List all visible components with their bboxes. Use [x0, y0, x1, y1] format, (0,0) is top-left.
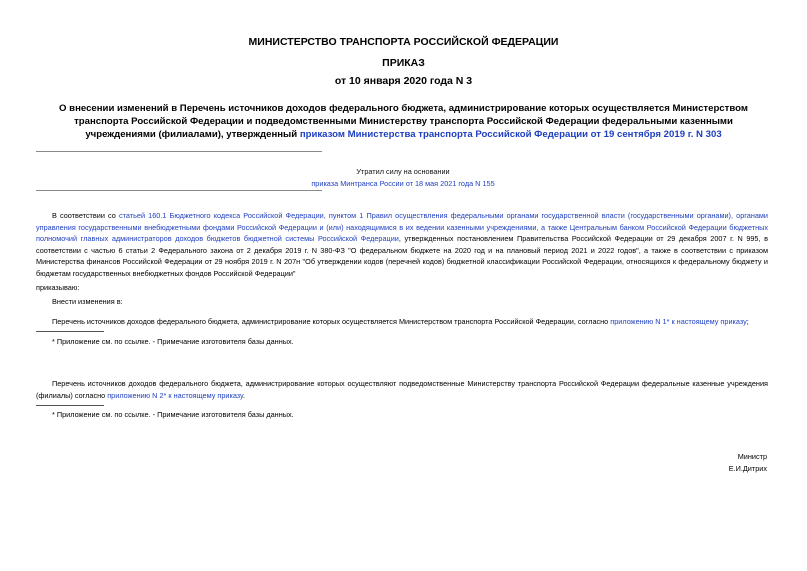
- document-title: [52, 102, 755, 141]
- footnote-2: * Приложение см. по ссылке. - Примечание изготовителя базы данных.: [52, 410, 294, 419]
- budget-code-link[interactable]: статьей 160.1 Бюджетного кодекса Российской Федерации, пунктом 1 Правил осуществления федеральными органами государственной власти (государственными органами), органами управления государственными внебюджетными фондами Российской Федерации и (или) находящимися в их ведении казенными учреждениями, а также Центральным банком Российской Федерации бюджетных полномочий главных администраторов доходов бюджетов бюджетной системы Российской Федерации: [36, 211, 768, 244]
- preamble-paragraph: [36, 210, 768, 280]
- document-date-number: от 10 января 2020 года N 3: [334, 75, 473, 87]
- footnote-divider-2: [36, 405, 104, 406]
- preamble-rest: , утвержденных постановлением Правительства Российской Федерации от 29 декабря 2007 г. N 995, в соответствии с частью 6 статьи 2 Федерального закона от 2 декабря 2019 г. N 380-ФЗ "О федеральном бюджете на 2020 год и на плановый период 2021 и 2022 годов", а также в соответствии с приказом Министерства финансов Российской Федерации от 29 ноября 2019 г. N 207н "Об утверждении кодов (перечней кодов) бюджетной классификации Российской Федерации, относящихся к федеральному бюджету и бюджетам государственных внебюджетных фондов Российской Федерации": [36, 234, 768, 278]
- repeal-notice: [300, 166, 506, 190]
- footnote-divider-1: [36, 331, 104, 332]
- signature-position: Министр: [737, 452, 767, 461]
- ministry-heading: МИНИСТЕРСТВО ТРАНСПОРТА РОССИЙСКОЙ ФЕДЕРАЦИИ: [248, 36, 559, 48]
- appendix-1-link[interactable]: приложению N 1* к настоящему приказу: [610, 317, 747, 326]
- signature-block: [607, 451, 767, 475]
- item-2-end: .: [242, 390, 246, 400]
- repeal-text: Утратил силу на основании: [356, 167, 450, 176]
- signature-name: Е.И.Дитрих: [728, 464, 767, 473]
- divider-top: [36, 151, 322, 152]
- footnote-1: * Приложение см. по ссылке. - Примечание изготовителя базы данных.: [52, 337, 294, 346]
- item-2-text: Перечень источников доходов федерального бюджета, администрирование которых осуществляют подведомственные Министерству транспорта Российской Федерации федеральные казенные учреждения (филиалы) согласно: [36, 379, 768, 400]
- item-1-end: ;: [746, 317, 749, 326]
- divider-bottom: [36, 190, 322, 191]
- order-word: приказываю:: [36, 283, 80, 292]
- title-text: О внесении изменений в Перечень источников доходов федерального бюджета, администрирование которых осуществляется Министерством транспорта Российской Федерации и подведомственными Министерству транспорта Российской Федерации федеральными казенными учреждениями (филиалами), утвержденный: [59, 103, 748, 140]
- item-1-text: Перечень источников доходов федерального бюджета, администрирование которых осуществляется Министерством транспорта Российской Федерации, согласно: [52, 317, 611, 326]
- repeal-link[interactable]: приказа Минтранса России от 18 мая 2021 года N 155: [311, 179, 495, 188]
- document-type: ПРИКАЗ: [382, 57, 425, 69]
- preamble-start: В соответствии со: [52, 211, 119, 220]
- item-1: [52, 316, 768, 327]
- title-order-link[interactable]: приказом Министерства транспорта Российской Федерации от 19 сентября 2019 г. N 303: [299, 129, 722, 140]
- appendix-2-link[interactable]: приложению N 2* к настоящему приказу: [107, 390, 243, 400]
- item-2: [36, 378, 768, 401]
- intro-line: Внести изменения в:: [52, 297, 123, 306]
